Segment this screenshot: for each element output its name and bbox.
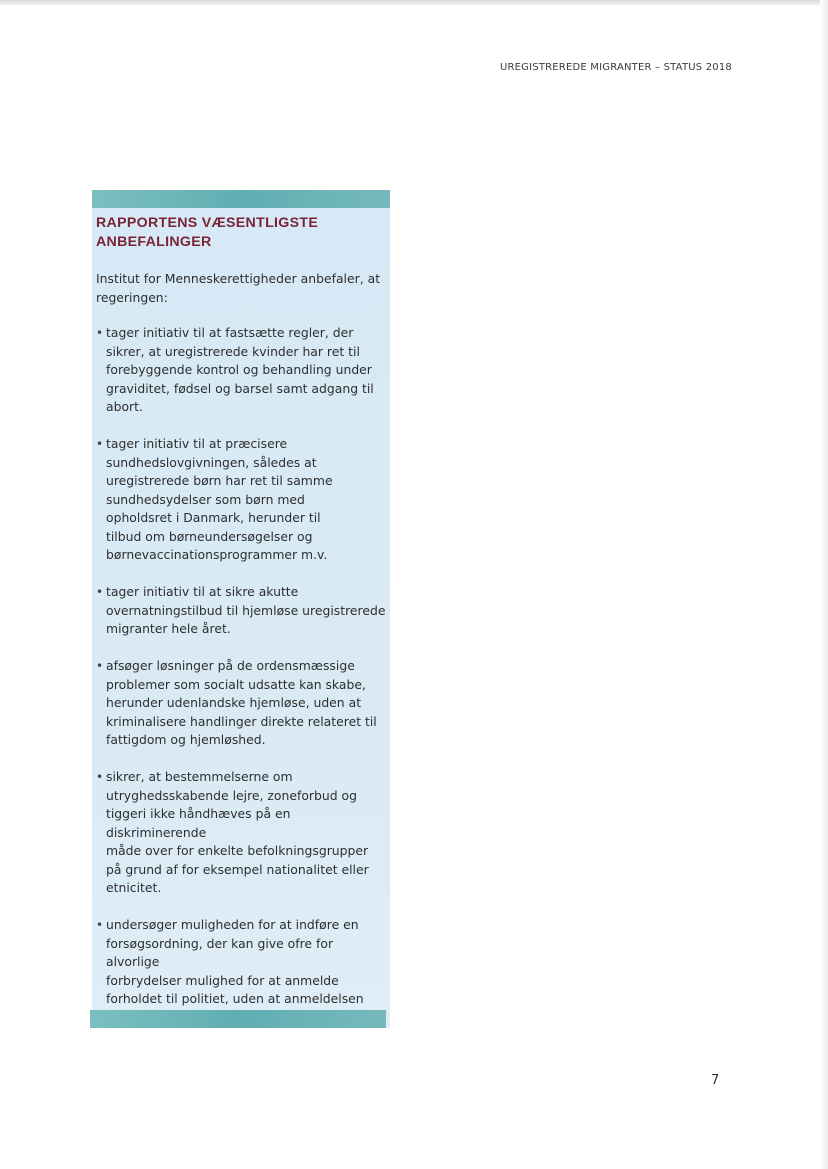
bullet-icon: • bbox=[96, 770, 104, 784]
recommendation-text: tager initiativ til at præcisere sundhedslovgivningen, således at uregistrerede børn har ret til samme sundhedsydelser som børn med opholdsret i Danmark, herunder til tilbud om børneundersøgelser og børnevaccinationsprogrammer m.v. bbox=[106, 436, 333, 562]
box-intro bbox=[96, 270, 388, 307]
recommendation-text: afsøger løsninger på de ordensmæssige problemer som socialt udsatte kan skabe, herunder udenlandske hjemløse, uden at kriminalisere handlinger direkte relateret til fattigdom og hjemløshed. bbox=[106, 658, 377, 747]
running-header: UREGISTREREDE MIGRANTER – STATUS 2018 bbox=[500, 62, 732, 73]
recommendation-text: tager initiativ til at fastsætte regler, der sikrer, at uregistrerede kvinder har ret til forebyggende kontrol og behandling under graviditet, fødsel og barsel samt adgang til abort. bbox=[106, 325, 374, 414]
bullet-icon: • bbox=[96, 918, 104, 932]
page-number: 7 bbox=[711, 1073, 720, 1088]
bullet-icon: • bbox=[96, 659, 104, 673]
bullet-icon: • bbox=[96, 585, 104, 599]
recommendation-item bbox=[92, 324, 390, 417]
recommendation-text: tager initiativ til at sikre akutte overnatningstilbud til hjemløse uregistrerede migranter hele året. bbox=[106, 584, 386, 636]
recommendation-item bbox=[92, 768, 390, 898]
recommendation-text: sikrer, at bestemmelserne om utryghedsskabende lejre, zoneforbud og tiggeri ikke håndhæves på en diskriminerende måde over for enkelte befolkningsgrupper på grund af for eksempel nationalitet eller etnicitet. bbox=[106, 769, 369, 895]
scan-edge-top bbox=[0, 0, 828, 5]
box-intro-text: Institut for Menneskerettigheder anbefaler, at regeringen: bbox=[96, 271, 381, 305]
box-bottom-band bbox=[90, 1010, 386, 1028]
recommendations-box bbox=[92, 190, 390, 1028]
recommendation-list bbox=[92, 324, 390, 1046]
bullet-icon: • bbox=[96, 326, 104, 340]
bullet-icon: • bbox=[96, 437, 104, 451]
box-title bbox=[96, 214, 386, 252]
recommendation-item bbox=[92, 657, 390, 750]
box-title-text: RAPPORTENS VÆSENTLIGSTE ANBEFALINGER bbox=[96, 215, 319, 250]
scan-edge-right bbox=[820, 0, 828, 1169]
box-top-band bbox=[92, 190, 390, 208]
recommendation-item bbox=[92, 435, 390, 565]
recommendation-text: undersøger muligheden for at indføre en forsøgsordning, der kan give ofre for alvorlige forbrydelser mulighed for at anmelde forholdet til politiet, uden at anmeldelsen bbox=[106, 917, 364, 1006]
recommendation-item bbox=[92, 583, 390, 639]
